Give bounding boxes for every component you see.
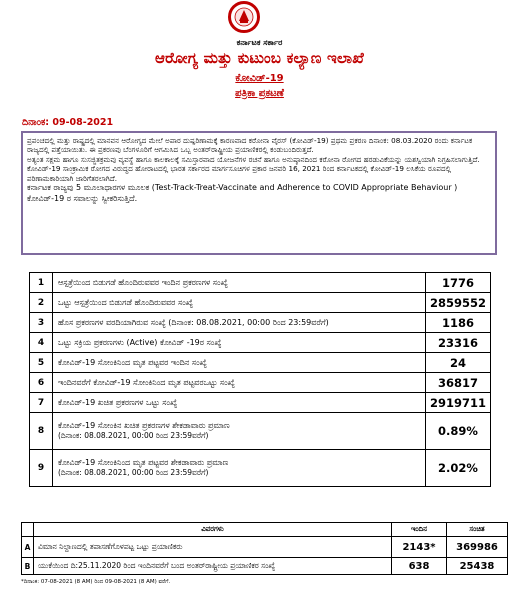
row-description: ವಿಮಾನ ನಿಲ್ದಾಣದಲ್ಲಿ ತಪಾಸಣೆಗೊಳಪಟ್ಟ ಒಟ್ಟು ಪ್ರಯಾಣಿಕರು — [34, 537, 392, 558]
row-number: 4 — [30, 333, 53, 353]
row-description: ಒಟ್ಟು ಸಕ್ರಿಯ ಪ್ರಕರಣಗಳು (Active) ಕೋವಿಡ್ -19ರ ಸಂಖ್ಯೆ — [53, 333, 426, 353]
table-row — [30, 313, 491, 333]
table-row — [30, 373, 491, 393]
government-name: ಕರ್ನಾಟಕ ಸರ್ಕಾರ — [236, 38, 283, 47]
row-value: 36817 — [426, 373, 491, 393]
intro-paragraph: ಪ್ರಪಂಚದಲ್ಲಿ ಮತ್ತು ರಾಷ್ಟ್ರದಲ್ಲಿ ಮಾನವನ ಆರೋಗ್ಯದ ಮೇಲೆ ಅಪಾರ ದುಷ್ಪರಿಣಾಮಕ್ಕೆ ಕಾರಣವಾದ ಕರೋನಾ ವೈರಸ್ (ಕೋವಿಡ್-19) ಪ್ರಥಮ ಪ್ರಕರಣ ದಿನಾಂಕ: 08.03.2020 ರಂದು ಕರ್ನಾಟಕ ರಾಜ್ಯದಲ್ಲಿ ಪತ್ತೆಯಾಯಿತು. ಈ ಪ್ರಕರಣವು ಬೆಂಗಳೂರಿಗೆ ಆಗಮಿಸಿದ ಒಬ್ಬ ಅಂತರ್‌ರಾಷ್ಟ್ರೀಯ ಪ್ರಯಾಣಿಕರಲ್ಲಿ ಕಂಡುಬಂದಿರುತ್ತದೆ. — [27, 136, 473, 155]
row-description: ಒಟ್ಟು ಆಸ್ಪತ್ರೆಯಿಂದ ಬಿಡುಗಡೆ ಹೊಂದಿರುವವರ ಸಂಖ್ಯೆ — [53, 293, 426, 313]
row-description: ಇಂದಿನವರೆಗೆ ಕೋವಿಡ್-19 ಸೋಂಕಿನಿಂದ ಮೃತ ಪಟ್ಟವರಒಟ್ಟು ಸಂಖ್ಯೆ — [53, 373, 426, 393]
row-value: 1776 — [426, 273, 491, 293]
row-value: 2859552 — [426, 293, 491, 313]
row-value: 23316 — [426, 333, 491, 353]
table-row — [30, 293, 491, 313]
row-number: 6 — [30, 373, 53, 393]
release-date: ದಿನಾಂಕ: 09-08-2021 — [22, 117, 114, 128]
table-row — [30, 273, 491, 293]
row-description — [53, 450, 426, 487]
row-total-value: 369986 — [447, 537, 508, 558]
header-cumulative: ಸಂಚಿತ — [447, 523, 508, 537]
travel-table — [21, 522, 508, 575]
table-row — [30, 450, 491, 487]
row-total-value: 25438 — [447, 558, 508, 575]
row-description: ಯುಕೆಯಿಂದ ದಿ:25.11.2020 ರಿಂದ ಇಂದಿನವರೆಗೆ ಬಂದ ಅಂತರ್‌ರಾಷ್ಟ್ರೀಯ ಪ್ರಯಾಣಿಕರ ಸಂಖ್ಯೆ — [34, 558, 392, 575]
row-number: A — [22, 537, 34, 558]
table-row — [30, 393, 491, 413]
row-number: 5 — [30, 353, 53, 373]
row-number: 9 — [30, 450, 53, 487]
row-number: 2 — [30, 293, 53, 313]
intro-box — [21, 131, 497, 255]
table-row — [30, 333, 491, 353]
row-value: 2919711 — [426, 393, 491, 413]
row-today-value: 638 — [392, 558, 447, 575]
intro-paragraph: ಕರ್ನಾಟಕ ರಾಜ್ಯವು 5 ಮೂಲಾಧಾರಗಳ ಮೂಲಕ (Test-Track-Treat-Vaccinate and Adherence to COVID Appropriate Behaviour ) ಕೋವಿಡ್-19 ರ ಸವಾಲನ್ನು ಸ್ವೀಕರಿಸುತ್ತಿದೆ. — [27, 183, 458, 203]
row-value: 24 — [426, 353, 491, 373]
row-description-date: (ದಿನಾಂಕ: 08.08.2021, 00:00 ರಿಂದ 23:59ವರೆಗೆ) — [58, 468, 209, 477]
row-description: ಕೋವಿಡ್-19 ಸೋಂಕಿನಿಂದ ಮೃತ ಪಟ್ಟವರ ಇಂದಿನ ಸಂಖ್ಯೆ — [53, 353, 426, 373]
row-number: 8 — [30, 413, 53, 450]
table-row — [22, 537, 508, 558]
row-number: B — [22, 558, 34, 575]
header-details: ವಿವರಗಳು — [34, 523, 392, 537]
row-description-main: ಕೋವಿಡ್-19 ಸೋಂಕಿನ ಖಚಿತ ಪ್ರಕರಣಗಳ ಶೇಕಡಾವಾರು ಪ್ರಮಾಣ — [58, 421, 230, 430]
row-number: 7 — [30, 393, 53, 413]
intro-paragraph: ಕೋವಿಡ್-19 ಸಾಂಕ್ರಾಮಿಕ ರೋಗದ ವಿರುದ್ಧದ ಹೋರಾಟದಲ್ಲಿ ಭಾರತ ಸರ್ಕಾರದ ಮಾರ್ಗಸೂಚಿಗಳ ಪ್ರಕಾರ ಜನವರಿ 16, 2021 ರಿಂದ ಕರ್ನಾಟಕದಲ್ಲಿ ಕೋವಿಡ್-19 ಲಸಿಕೆಯ ರೂಪದಲ್ಲಿ ಪರಿಣಾಮಕಾರಿಯಾಗಿ ಜಾರಿಗೆತರಲಾಗಿದೆ. — [27, 164, 452, 183]
row-number: 1 — [30, 273, 53, 293]
header-blank — [22, 523, 34, 537]
press-release-heading: ಪತ್ರಿಕಾ ಪ್ರಕಟಣೆ — [235, 88, 284, 99]
row-description: ಕೋವಿಡ್-19 ಖಚಿತ ಪ್ರಕರಣಗಳ ಒಟ್ಟು ಸಂಖ್ಯೆ — [53, 393, 426, 413]
footnote: *ದಿನಾಂಕ: 07-08-2021 (8 AM) ರಿಂದ 09-08-2021 (8 AM) ವರೆಗೆ. — [21, 579, 171, 585]
row-value: 2.02% — [426, 450, 491, 487]
row-today-value: 2143* — [392, 537, 447, 558]
department-title: ಆರೋಗ್ಯ ಮತ್ತು ಕುಟುಂಬ ಕಲ್ಯಾಣ ಇಲಾಖೆ — [155, 49, 364, 67]
covid-stats-table — [29, 272, 491, 487]
row-value: 0.89% — [426, 413, 491, 450]
table-row — [22, 558, 508, 575]
table-header-row — [22, 523, 508, 537]
row-description-date: (ದಿನಾಂಕ: 08.08.2021, 00:00 ರಿಂದ 23:59ವರೆಗೆ) — [58, 431, 209, 440]
row-description: ಹೊಸ ಪ್ರಕರಣಗಳ ವರದಿಯಾಗಿರುವ ಸಂಖ್ಯೆ (ದಿನಾಂಕ: 08.08.2021, 00:00 ರಿಂದ 23:59ವರೆಗೆ) — [53, 313, 426, 333]
table-row — [30, 353, 491, 373]
header-today: ಇಂದಿನ — [392, 523, 447, 537]
row-description: ಆಸ್ಪತ್ರೆಯಿಂದ ಬಿಡುಗಡೆ ಹೊಂದಿರುವವರ ಇಂದಿನ ಪ್ರಕರಣಗಳ ಸಂಖ್ಯೆ — [53, 273, 426, 293]
karnataka-seal-icon — [227, 1, 261, 33]
row-value: 1186 — [426, 313, 491, 333]
table-row — [30, 413, 491, 450]
row-number: 3 — [30, 313, 53, 333]
intro-paragraph: ಅತ್ಯಂತ ಸಕ್ಷಮ ಹಾಗೂ ಸುಸಜ್ಜಿತಕ್ರಮವು ವ್ಯವಸ್ಥೆ ಹಾಗೂ ಕಾಲಕಾಲಕ್ಕೆ ಸಮಿಸ್ತಾರವಾದ ಯೋಜನೆಗಳ ರಚನೆ ಹಾಗೂ ಅನುಷ್ಠಾನದಿಂದ ಕರೋನಾ ರೋಗದ ಹರಡುವಿಕೆಯನ್ನು ಯಶಸ್ವಿಯಾಗಿ ನಿಗ್ರಹಿಸಲಾಗುತ್ತಿದೆ. — [27, 154, 480, 164]
covid-heading: ಕೋವಿಡ್-19 — [235, 73, 284, 84]
row-description — [53, 413, 426, 450]
row-description-main: ಕೋವಿಡ್-19 ಸೋಂಕಿನಿಂದ ಮೃತ ಪಟ್ಟವರ ಶೇಕಡಾವಾರು ಪ್ರಮಾಣ — [58, 458, 229, 467]
